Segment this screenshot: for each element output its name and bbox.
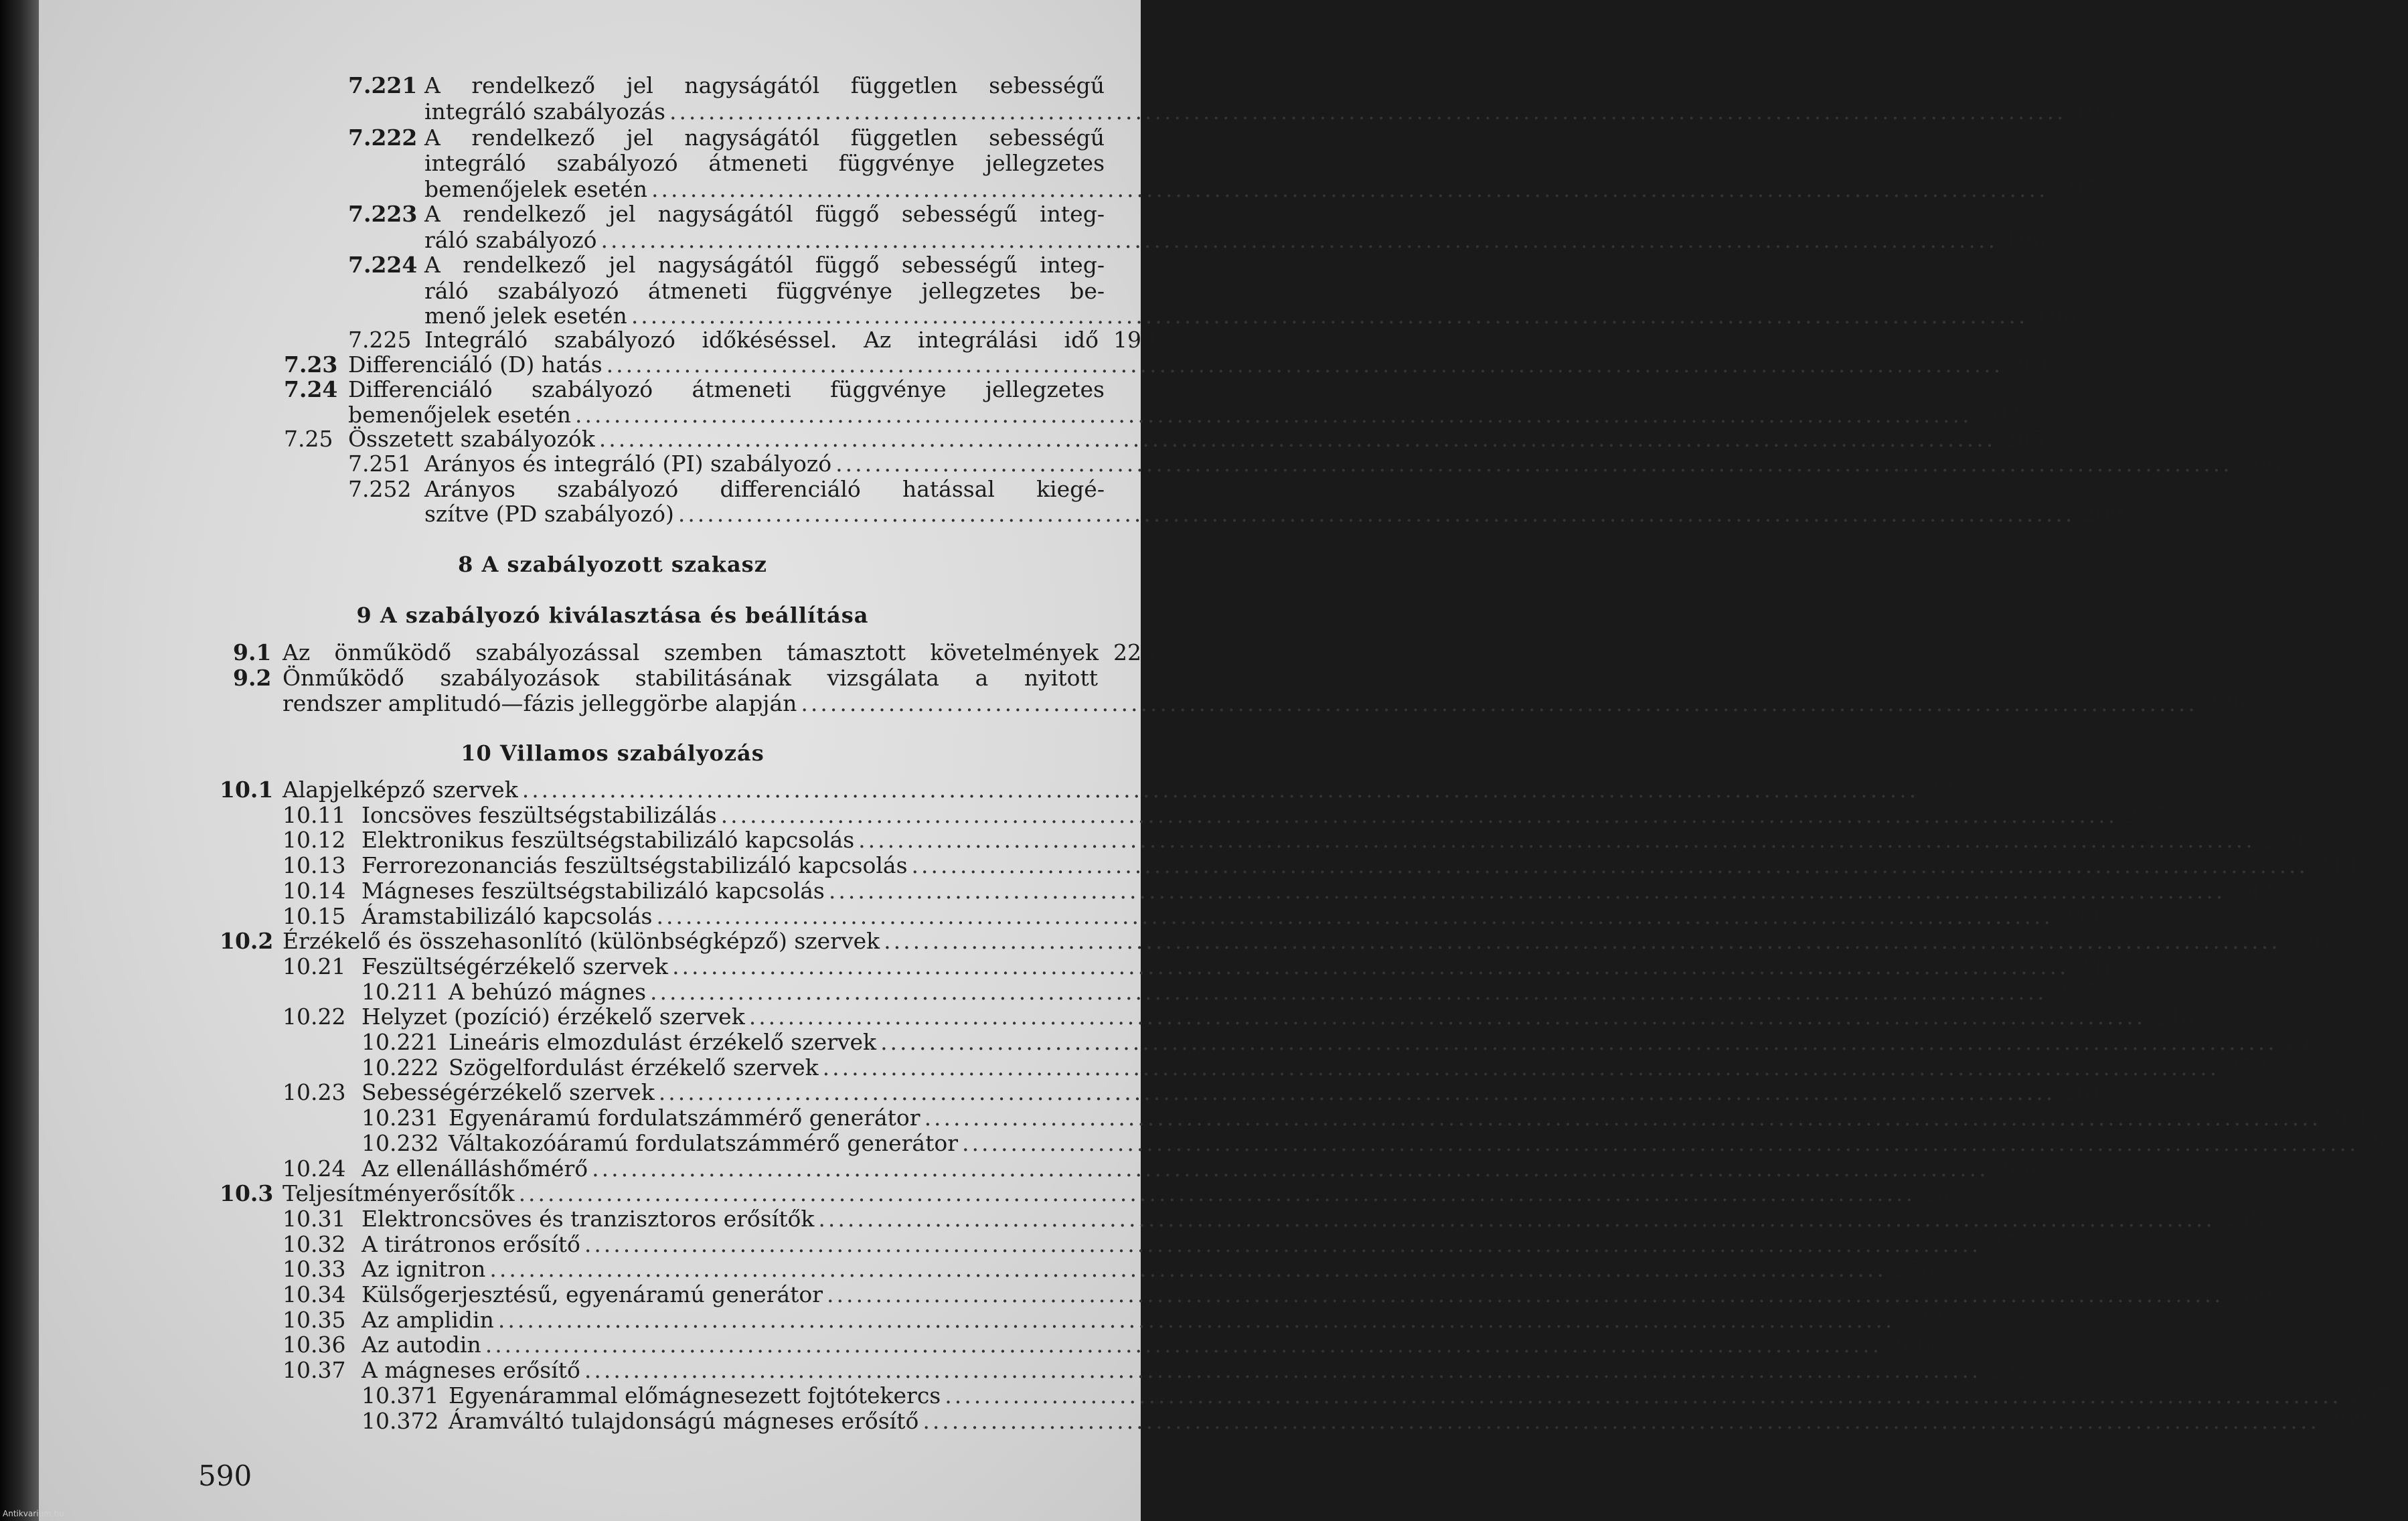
entry-title: Váltakozóáramú fordulatszámmérő generátor (449, 1129, 958, 1156)
page-reference: 246 (2287, 928, 2330, 955)
entry-number: 10.371 (362, 1382, 439, 1409)
entry-number: 10.22 (283, 1004, 346, 1030)
entry-number: 7.25 (284, 426, 333, 452)
entry-number: 10.34 (283, 1281, 346, 1307)
page-reference: 282 (1901, 1306, 1944, 1333)
entry-number: 7.222 (348, 125, 418, 151)
page-reference: 193 (2073, 98, 2115, 125)
entry-title: bemenőjelek esetén (424, 176, 647, 202)
toc-entry: 10.1 Alapjelképző szervek ................................................................................................................................................ 237 (220, 777, 1968, 803)
toc-entry (348, 252, 1105, 278)
entry-number: 7.252 (348, 476, 412, 502)
page-reference: 246 (2075, 953, 2118, 979)
toc-entry-continuation: bemenőjelek esetén ................................................................................................................................................ 203 (348, 402, 2021, 428)
page-reference: 205 (2002, 426, 2045, 452)
watermark: Antikvarium.hu (3, 1509, 64, 1518)
entry-number: 10.37 (283, 1357, 346, 1384)
toc-entry: 10.33 Az ignitron ................................................................................................................................................ 278 (283, 1256, 1935, 1283)
toc-entry: 10.31 Elektroncsöves és tranzisztoros erősítők ................................................................................................................................................ 268 (283, 1205, 2264, 1232)
entry-number: 10.11 (283, 801, 346, 828)
entry-number: 9.2 (233, 665, 272, 691)
entry-title: Szögelfordulást érzékelő szervek (449, 1054, 819, 1080)
page-reference: 248 (2283, 1029, 2326, 1055)
entry-number: 10.24 (283, 1155, 346, 1182)
toc-entry: 10.23 Sebességérzékelő szervek ................................................................................................................................................ 261 (283, 1079, 2105, 1106)
page-reference: 203 (1978, 402, 2021, 428)
entry-number: 7.221 (348, 72, 418, 98)
page-reference: 237 (2124, 801, 2167, 828)
entry-number: 10.15 (283, 902, 346, 929)
entry-title: A rendelkező jel nagyságától függő sebességű integ- (424, 252, 1105, 278)
entry-title: Egyenáramú fordulatszámmérő generátor (449, 1105, 920, 1131)
entry-title: Alapjelképző szervek (283, 777, 518, 803)
entry-title: Áramváltó tulajdonságú mágneses erősítő (449, 1407, 919, 1434)
entry-number: 10.13 (283, 852, 346, 879)
toc-entry (233, 665, 1098, 692)
toc-entry: 10.36 Az autodin ................................................................................................................................................ 286 (283, 1332, 1931, 1358)
book-spine-shadow (0, 0, 39, 1521)
entry-title: Differenciáló szabályozó átmeneti függvénye jellegzetes (348, 376, 1105, 402)
entry-title: A mágneses erősítő (362, 1357, 580, 1384)
entry-title: Összetett szabályozók (348, 426, 595, 452)
toc-entry (348, 327, 1155, 353)
entry-number: 10.23 (283, 1079, 346, 1106)
entry-number: 10.31 (283, 1205, 346, 1232)
toc-entry: 7.251 Arányos és integráló (PI) szabályozó ................................................................................................................................................ 206 (348, 451, 2281, 477)
entry-title: Érzékelő és összehasonlító (különbségképző) szervek (283, 928, 880, 955)
entry-number: 10.21 (283, 953, 346, 979)
page-reference: 240 (2315, 852, 2358, 879)
entry-title: rendszer amplitudó—fázis jelleggörbe alapján (283, 690, 797, 716)
page-reference: 195 (2055, 176, 2097, 202)
toc-entry-continuation: ráló szabályozó ................................................................................................................................................ 196 (424, 227, 2047, 253)
page-reference: 247 (2053, 978, 2096, 1005)
toc-entry: 10.12 Elektronikus feszültségstabilizáló kapcsolás ................................................................................................................................................ 239 (283, 827, 2304, 854)
toc-entry (348, 125, 1105, 151)
toc-entry: 10.22 Helyzet (pozíció) érzékelő szervek ................................................................................................................................................ 248 (283, 1004, 2195, 1030)
entry-title: Ferrorezonanciás feszültségstabilizáló kapcsolás (362, 852, 908, 879)
page-reference: 201 (2010, 351, 2053, 378)
entry-title: Helyzet (pozíció) érzékelő szervek (362, 1004, 745, 1030)
page-reference: 248 (2152, 1004, 2195, 1030)
toc-entry: 7.23 Differenciáló (D) hatás ................................................................................................................................................ 201 (284, 351, 2053, 378)
toc-entry-continuation: szítve (PD szabályozó) ................................................................................................................................................ 209 (424, 501, 2124, 527)
entry-title: Lineáris elmozdulást érzékelő szervek (449, 1029, 877, 1055)
entry-title: Külsőgerjesztésű, egyenáramú generátor (362, 1281, 823, 1307)
entry-number: 7.224 (348, 252, 418, 278)
entry-title: Mágneses feszültségstabilizáló kapcsolás (362, 877, 825, 904)
page-reference: 242 (2232, 877, 2275, 904)
entry-number: 10.35 (283, 1306, 346, 1333)
toc-entry: 10.372 Áramváltó tulajdonságú mágneses erősítő ................................................................................................................................................ 299 (362, 1407, 2369, 1434)
page-reference: 223 (1113, 639, 1155, 665)
toc-entry: 10.13 Ferrorezonanciás feszültségstabilizáló kapcsolás ................................................................................................................................................ 240 (283, 852, 2358, 879)
entry-title: Ioncsöves feszültségstabilizálás (362, 801, 717, 828)
entry-title: Elektroncsöves és tranzisztoros erősítők (362, 1205, 815, 1232)
page-reference: 226 (2204, 690, 2247, 716)
page-reference: 209 (2081, 501, 2124, 527)
page-reference: 297 (2348, 1382, 2391, 1409)
entry-number: 10.3 (220, 1180, 274, 1207)
toc-entry-continuation: rendszer amplitudó—fázis jelleggörbe alapján ................................................................................................................................................ 226 (283, 690, 2247, 716)
entry-number: 10.211 (362, 978, 439, 1005)
toc-entry: 10.221 Lineáris elmozdulást érzékelő szervek ................................................................................................................................................ 248 (362, 1029, 2326, 1055)
entry-number: 10.36 (283, 1332, 346, 1358)
entry-number: 7.251 (348, 451, 412, 477)
entry-title: menő jelek esetén (424, 303, 627, 329)
toc-entry (348, 476, 1105, 503)
entry-number: 10.372 (362, 1407, 439, 1434)
book-page (39, 0, 2408, 1521)
page-reference: 199 (1113, 327, 1155, 353)
chapter-heading: 8 A szabályozott szakasz (458, 552, 767, 577)
entry-title: ráló szabályozó (424, 227, 597, 253)
entry-title: szítve (PD szabályozó) (424, 501, 674, 527)
entry-title: A rendelkező jel nagyságától független sebességű (424, 125, 1105, 151)
toc-entry: 10.11 Ioncsöves feszültségstabilizálás ................................................................................................................................................ 237 (283, 801, 2167, 828)
toc-entry: 10.24 Az ellenálláshőmérő ................................................................................................................................................ 266 (283, 1155, 2038, 1182)
entry-title: Arányos szabályozó differenciáló hatással kiegé- (424, 476, 1105, 502)
page-reference: 292 (1988, 1357, 2030, 1384)
toc-entry: 10.34 Külsőgerjesztésű, egyenáramú generátor ................................................................................................................................................ 280 (283, 1281, 2273, 1307)
toc-entry: 10.211 A behúzó mágnes ................................................................................................................................................ 247 (362, 978, 2096, 1005)
toc-entry: 7.25 Összetett szabályozók ................................................................................................................................................ 205 (284, 426, 2045, 452)
entry-number: 10.2 (220, 928, 274, 955)
page-reference: 261 (2062, 1079, 2105, 1106)
entry-title: Az ellenálláshőmérő (362, 1155, 588, 1182)
entry-title: bemenőjelek esetén (348, 402, 571, 428)
toc-entry (348, 201, 1105, 228)
page-reference: 299 (2326, 1407, 2369, 1434)
table-of-contents (39, 0, 2408, 1521)
page-reference: 244 (2059, 902, 2102, 929)
page-reference: 267 (1922, 1180, 1965, 1207)
entry-title: Feszültségérzékelő szervek (362, 953, 669, 979)
entry-title: Az autodin (362, 1332, 481, 1358)
toc-entry: 10.15 Áramstabilizáló kapcsolás ................................................................................................................................................ 244 (283, 902, 2102, 929)
toc-entry: 10.32 A tirátronos erősítő ................................................................................................................................................ 273 (283, 1230, 2030, 1257)
entry-title: integráló szabályozó átmeneti függvénye jellegzetes (424, 150, 1105, 176)
toc-entry (233, 639, 1155, 666)
entry-title: Egyenárammal előmágnesezett fojtótekercs (449, 1382, 941, 1409)
page-reference: 280 (2230, 1281, 2273, 1307)
entry-title: A tirátronos erősítő (362, 1230, 580, 1257)
page-reference: 263 (2365, 1129, 2408, 1156)
toc-entry: 10.232 Váltakozóáramú fordulatszámmérő generátor ................................................................................................................................................ 263 (362, 1129, 2408, 1156)
page-reference: 278 (1893, 1256, 1935, 1283)
toc-entry: 10.222 Szögelfordulást érzékelő szervek ................................................................................................................................................ 252 (362, 1054, 2269, 1080)
entry-number: 10.32 (283, 1230, 346, 1257)
page-reference: 206 (2239, 451, 2281, 477)
chapter-heading: 9 A szabályozó kiválasztása és beállítása (356, 603, 869, 628)
entry-title: A behúzó mágnes (449, 978, 647, 1005)
entry-title: ráló szabályozó átmeneti függvénye jellegzetes be- (424, 278, 1105, 304)
entry-number: 10.14 (283, 877, 346, 904)
entry-title: Integráló szabályozó időkéséssel. Az integrálási idő (424, 327, 1099, 353)
page-number: 590 (198, 1459, 252, 1492)
entry-number: 10.1 (220, 777, 274, 803)
entry-title: A rendelkező jel nagyságától függő sebességű integ- (424, 201, 1105, 227)
page-reference: 266 (1995, 1155, 2038, 1182)
page-reference: 198 (2034, 303, 2077, 329)
toc-entry: 10.3 Teljesítményerősítők ................................................................................................................................................ 267 (220, 1180, 1965, 1207)
toc-entry-continuation (424, 150, 1105, 177)
toc-entry (284, 376, 1105, 403)
entry-title: Önműködő szabályozások stabilitásának vizsgálata a nyitott (283, 665, 1098, 691)
entry-number: 10.221 (362, 1029, 439, 1055)
entry-number: 10.222 (362, 1054, 439, 1080)
page-reference: 252 (2226, 1054, 2269, 1080)
entry-number: 10.12 (283, 827, 346, 854)
toc-entry: 10.231 Egyenáramú fordulatszámmérő generátor ................................................................................................................................................ 261 (362, 1105, 2371, 1131)
entry-number: 10.33 (283, 1256, 346, 1283)
entry-number: 7.23 (284, 351, 338, 378)
toc-entry-continuation (424, 278, 1105, 305)
entry-title: A rendelkező jel nagyságától független sebességű (424, 72, 1105, 98)
entry-title: integráló szabályozás (424, 98, 665, 125)
toc-entry: 10.35 Az amplidin ................................................................................................................................................ 282 (283, 1306, 1944, 1333)
entry-number: 7.24 (284, 376, 338, 402)
page-reference: 268 (2221, 1205, 2264, 1232)
entry-title: Az önműködő szabályozással szemben támasztott követelmények (283, 639, 1099, 665)
entry-title: Az ignitron (362, 1256, 486, 1283)
entry-number: 9.1 (233, 639, 272, 665)
toc-entry: 10.14 Mágneses feszültségstabilizáló kapcsolás ................................................................................................................................................ 242 (283, 877, 2275, 904)
entry-number: 10.231 (362, 1105, 439, 1131)
page-reference: 196 (2004, 227, 2047, 253)
page-reference: 237 (1925, 777, 1968, 803)
entry-number: 7.225 (348, 327, 412, 353)
entry-number: 7.223 (348, 201, 418, 227)
toc-entry: 10.371 Egyenárammal előmágnesezett fojtótekercs ................................................................................................................................................ 297 (362, 1382, 2391, 1409)
page-reference: 261 (2328, 1105, 2371, 1131)
toc-entry: 10.37 A mágneses erősítő ................................................................................................................................................ 292 (283, 1357, 2030, 1384)
chapter-heading: 10 Villamos szabályozás (461, 740, 765, 766)
entry-title: Sebességérzékelő szervek (362, 1079, 655, 1106)
page-reference: 286 (1889, 1332, 1931, 1358)
entry-number: 10.232 (362, 1129, 439, 1156)
entry-title: Arányos és integráló (PI) szabályozó (424, 451, 832, 477)
entry-title: Teljesítményerősítők (283, 1180, 515, 1207)
toc-entry: 10.21 Feszültségérzékelő szervek ................................................................................................................................................ 246 (283, 953, 2118, 979)
toc-entry-continuation: bemenőjelek esetén ................................................................................................................................................ 195 (424, 176, 2097, 202)
toc-entry: 10.2 Érzékelő és összehasonlító (különbségképző) szervek ................................................................................................................................................ 246 (220, 928, 2330, 955)
entry-title: Differenciáló (D) hatás (348, 351, 603, 378)
entry-title: Áramstabilizáló kapcsolás (362, 902, 653, 929)
page-reference: 273 (1988, 1230, 2030, 1257)
toc-entry (348, 72, 1105, 99)
entry-title: Az amplidin (362, 1306, 494, 1333)
page-reference: 239 (2261, 827, 2304, 854)
entry-title: Elektronikus feszültségstabilizáló kapcsolás (362, 827, 855, 854)
toc-entry-continuation: integráló szabályozás ................................................................................................................................................ 193 (424, 98, 2115, 125)
toc-entry-continuation: menő jelek esetén ................................................................................................................................................ 198 (424, 303, 2077, 329)
